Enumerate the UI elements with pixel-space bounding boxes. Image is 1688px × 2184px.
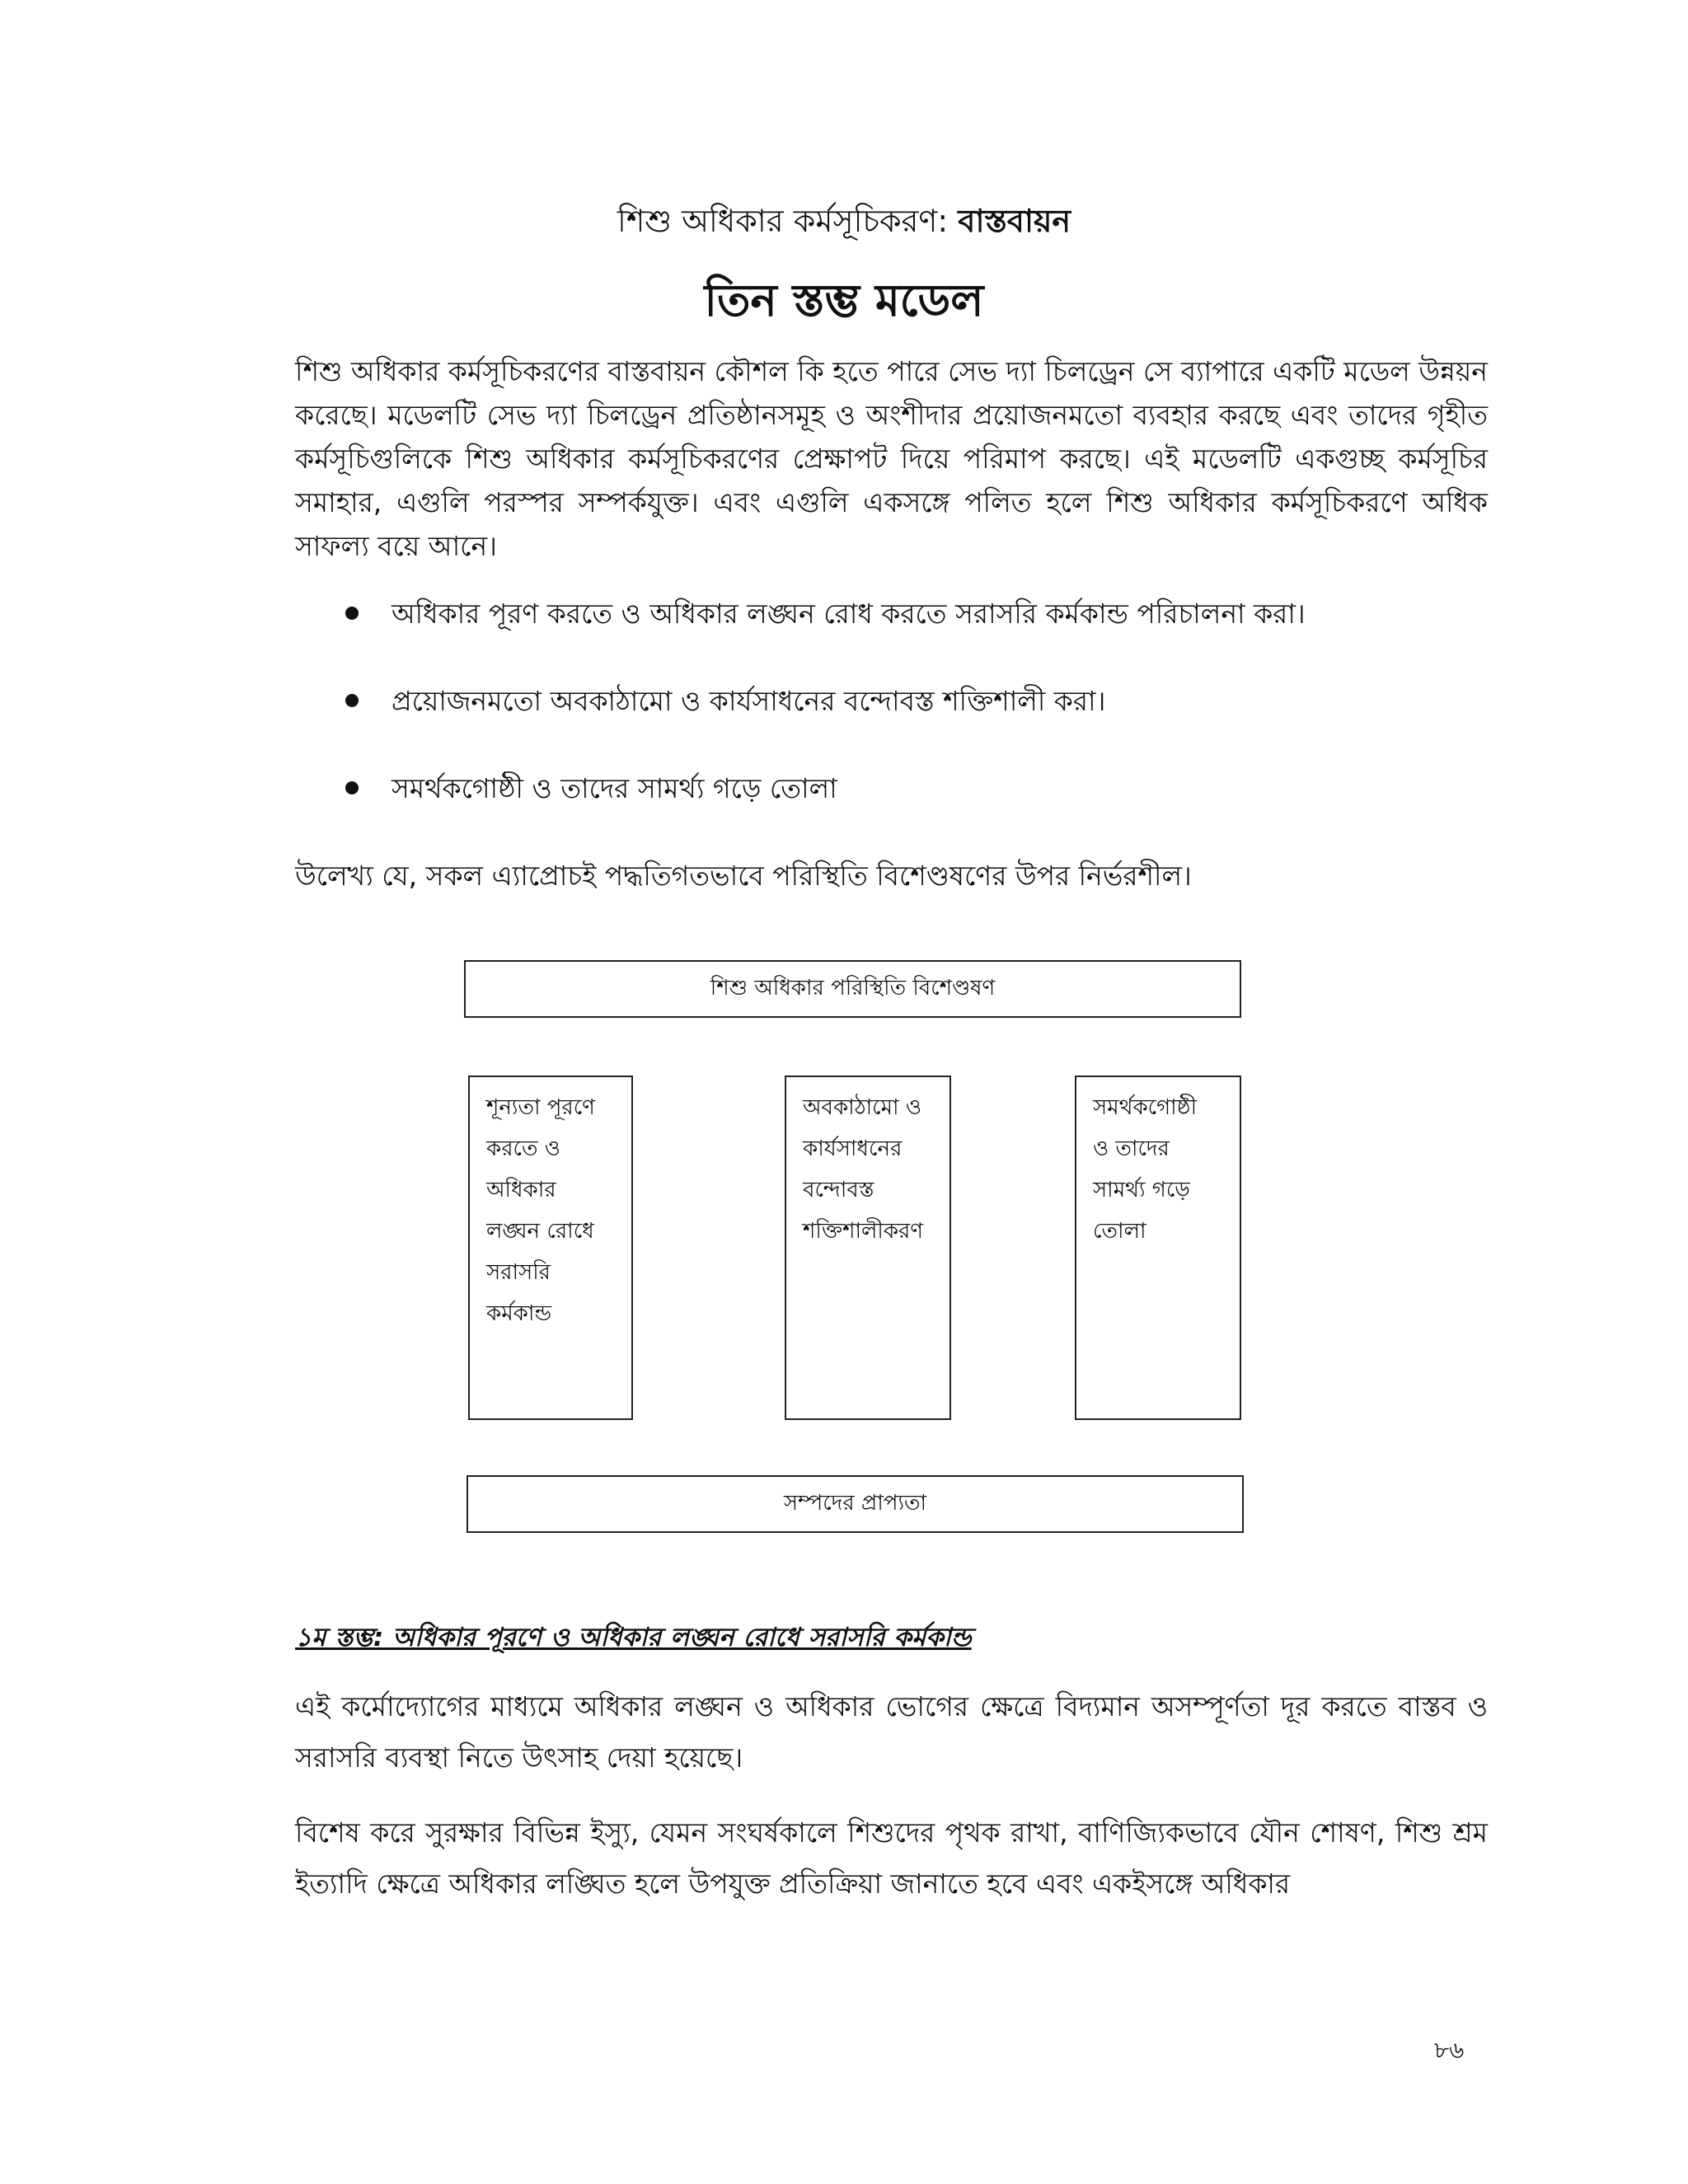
document-title: তিন স্তম্ভ মডেল [704,274,984,326]
note-paragraph: উলেখ্য যে, সকল এ্যাপ্রোচই পদ্ধতিগতভাবে পরিস্থিতি বিশেণ্ডষণের উপর নির্ভরশীল। [295,860,1192,892]
pillar-text-line: সামর্থ্য গড়ে [1093,1178,1190,1202]
page-number: ৮৬ [1434,2036,1465,2064]
bullet-text: প্রয়োজনমতো অবকাঠামো ও কার্যসাধনের বন্দোবস্ত শক্তিশালী করা। [392,685,1106,717]
pillar-text-line: শূন্যতা পূরণে [486,1095,595,1120]
section-paragraph-2: বিশেষ করে সুরক্ষার বিভিন্ন ইস্যু, যেমন সংঘর্ষকালে শিশুদের পৃথক রাখা, বাণিজ্যিকভাবে যৌন শোষণ, শিশু শ্রম ইত্যাদি ক্ষেত্রে অধিকার লঙ্ঘিত হলে উপযুক্ত প্রতিক্রিয়া জানাতে হবে এবং একইসঙ্গে অধিকার [295,1816,1488,1900]
pillar-text-line: তোলা [1093,1219,1146,1244]
diagram-pillar-1 [468,1076,633,1420]
bullet-item [342,681,1496,722]
bullet-icon [345,781,359,794]
pillar-text-line: অবকাঠামো ও [803,1095,921,1120]
pillar-text-line: সরাসরি [486,1260,551,1285]
bullet-item [342,768,1496,809]
document-supertitle [0,198,1688,244]
pillar-text-line: লঙ্ঘন রোধে [486,1219,594,1244]
pillar-text-line: বন্দোবস্ত [803,1178,874,1202]
pillar-text-line: সমর্থকগোষ্ঠী [1093,1095,1198,1120]
diagram-pillar-3 [1075,1076,1241,1420]
pillar-bullet-list [342,593,1496,855]
section-heading: ১ম স্তম্ভ: অধিকার পূরণে ও অধিকার লঙ্ঘন রোধে সরাসরি কর্মকান্ড [295,1623,972,1652]
pillar-text-line: কর্মকান্ড [486,1301,552,1326]
supertitle-text: শিশু অধিকার কর্মসূচিকরণ: [617,203,959,239]
bullet-icon [345,694,359,707]
pillar-text-line: কার্যসাধনের [803,1137,903,1161]
pillar-text-line: করতে ও [486,1137,560,1161]
pillar-text-line: ও তাদের [1093,1137,1170,1161]
supertitle-bold-text: বাস্তবায়ন [958,203,1071,239]
bullet-item [342,593,1496,635]
bullet-text: অধিকার পূরণ করতে ও অধিকার লঙ্ঘন রোধ করতে সরাসরি কর্মকান্ড পরিচালনা করা। [392,598,1306,630]
diagram-top-box: শিশু অধিকার পরিস্থিতি বিশেণ্ডষণ [464,960,1241,1018]
pillar-text-line: শক্তিশালীকরণ [803,1219,924,1244]
diagram-bottom-box: সম্পদের প্রাপ্যতা [467,1475,1244,1533]
diagram-pillar-2 [785,1076,951,1420]
pillar-text-line: অধিকার [486,1178,556,1202]
section-paragraph-1: এই কর্মোদ্যোগের মাধ্যমে অধিকার লঙ্ঘন ও অধিকার ভোগের ক্ষেত্রে বিদ্যমান অসম্পূর্ণতা দূর করতে বাস্তব ও সরাসরি ব্যবস্থা নিতে উৎসাহ দেয়া হয়েছে। [295,1690,1488,1774]
bullet-text: সমর্থকগোষ্ঠী ও তাদের সামর্থ্য গড়ে তোলা [392,772,837,804]
bullet-icon [345,607,359,620]
intro-paragraph: শিশু অধিকার কর্মসূচিকরণের বাস্তবায়ন কৌশল কি হতে পারে সেভ দ্যা চিলড্রেন সে ব্যাপারে একটি মডেল উন্নয়ন করেছে। মডেলটি সেভ দ্যা চিলড্রেন প্রতিষ্ঠানসমূহ ও অংশীদার প্রয়োজনমতো ব্যবহার করছে এবং তাদের গৃহীত কর্মসূচিগুলিকে শিশু অধিকার কর্মসূচিকরণের প্রেক্ষাপট দিয়ে পরিমাপ করছে। এই মডেলটি একগুচ্ছ কর্মসূচির সমাহার, এগুলি পরস্পর সম্পর্কযুক্ত। এবং এগুলি একসঙ্গে পলিত হলে শিশু অধিকার কর্মসূচিকরণে অধিক সাফল্য বয়ে আনে। [295,355,1488,562]
